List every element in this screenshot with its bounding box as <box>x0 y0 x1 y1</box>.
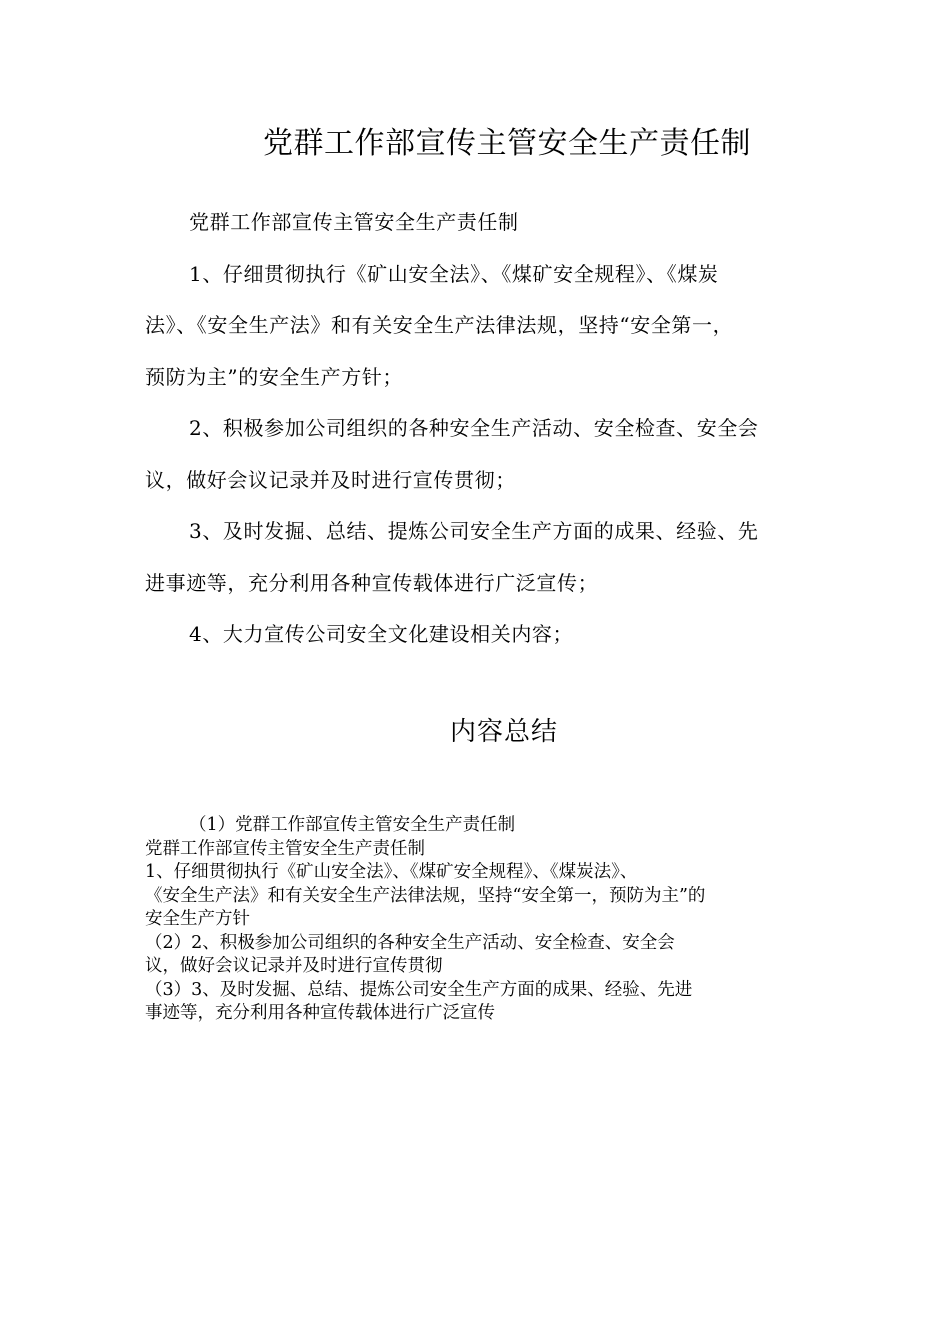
summary-line: 事迹等，充分利用各种宣传载体进行广泛宣传 <box>145 1003 495 1023</box>
summary-line: 议，做好会议记录并及时进行宣传贯彻 <box>145 956 443 976</box>
body-item-1-line-3: 预防为主”的安全生产方针； <box>145 364 404 389</box>
body-item-3-line-1: 3、及时发掘、总结、提炼公司安全生产方面的成果、经验、先 <box>189 519 759 543</box>
summary-line: （1）党群工作部宣传主管安全生产责任制 <box>189 815 516 835</box>
document-title: 党群工作部宣传主管安全生产责任制 <box>263 126 751 161</box>
summary-line: 安全生产方针 <box>145 909 250 929</box>
summary-line: 党群工作部宣传主管安全生产责任制 <box>145 838 425 859</box>
summary-line: （2）2、积极参加公司组织的各种安全生产活动、安全检查、安全会 <box>145 932 675 953</box>
document-body <box>145 197 805 661</box>
body-item-3-line-2: 进事迹等，充分利用各种宣传载体进行广泛宣传； <box>145 570 599 595</box>
body-item-1-line-1: 1、仔细贯彻执行《矿山安全法》、《煤矿安全规程》、《煤炭 <box>189 261 719 286</box>
summary-body <box>145 814 813 1026</box>
body-subtitle: 党群工作部宣传主管安全生产责任制 <box>189 210 519 234</box>
body-item-4: 4、大力宣传公司安全文化建设相关内容； <box>189 622 574 646</box>
body-item-1-line-2: 法》、《安全生产法》和有关安全生产法律法规，坚持“安全第一， <box>145 313 734 337</box>
body-item-2-line-1: 2、积极参加公司组织的各种安全生产活动、安全检查、安全会 <box>189 416 759 440</box>
body-item-2-line-2: 议，做好会议记录并及时进行宣传贯彻； <box>145 467 516 492</box>
summary-title: 内容总结 <box>449 717 558 747</box>
summary-line: 《安全生产法》和有关安全生产法律法规，坚持“安全第一，预防为主”的 <box>145 885 706 906</box>
summary-line: 1、仔细贯彻执行《矿山安全法》、《煤矿安全规程》、《煤炭法》、 <box>145 862 638 882</box>
summary-line: （3）3、及时发掘、总结、提炼公司安全生产方面的成果、经验、先进 <box>145 979 693 1000</box>
